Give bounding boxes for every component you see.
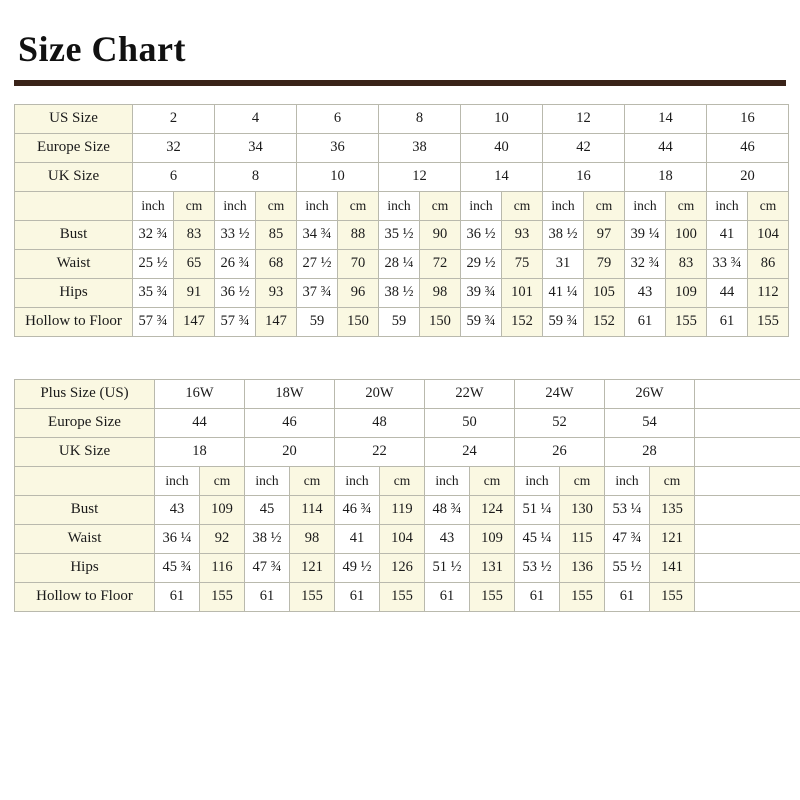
plus-bust-inch-4: 48 ¾ xyxy=(425,495,470,524)
cell-uk-size-3: 10 xyxy=(297,162,379,191)
plus-waist-filler xyxy=(695,524,800,553)
cell-eu-size-5: 40 xyxy=(461,133,543,162)
unit-cm-1: cm xyxy=(174,191,215,220)
plus-waist-cm-4: 109 xyxy=(470,524,515,553)
bust-inch-4: 35 ½ xyxy=(379,220,420,249)
plus-hips-cm-6: 141 xyxy=(650,553,695,582)
cell-plus-eu-2: 46 xyxy=(245,408,335,437)
table-row xyxy=(15,307,789,336)
row-label-plus-hollow-to-floor: Hollow to Floor xyxy=(15,582,155,611)
plus-waist-inch-3: 41 xyxy=(335,524,380,553)
plus-waist-cm-3: 104 xyxy=(380,524,425,553)
cell-plus-size-5: 24W xyxy=(515,379,605,408)
plus-size-chart xyxy=(14,379,786,612)
bust-cm-2: 85 xyxy=(256,220,297,249)
row-label-plus-uk-size: UK Size xyxy=(15,437,155,466)
cell-plus-uk-5: 26 xyxy=(515,437,605,466)
cell-uk-size-7: 18 xyxy=(625,162,707,191)
unit-inch-5: inch xyxy=(461,191,502,220)
unit-inch-4: inch xyxy=(379,191,420,220)
cell-us-size-8: 16 xyxy=(707,104,789,133)
plus-hips-inch-1: 45 ¾ xyxy=(155,553,200,582)
cell-uk-size-2: 8 xyxy=(215,162,297,191)
waist-cm-5: 75 xyxy=(502,249,543,278)
cell-us-size-3: 6 xyxy=(297,104,379,133)
plus-hollow-inch-6: 61 xyxy=(605,582,650,611)
plus-hips-cm-3: 126 xyxy=(380,553,425,582)
bust-inch-3: 34 ¾ xyxy=(297,220,338,249)
table-row xyxy=(15,524,800,553)
hollow-inch-4: 59 xyxy=(379,307,420,336)
unit-cm-3: cm xyxy=(338,191,379,220)
cell-plus-eu-filler xyxy=(695,408,800,437)
plus-hollow-inch-1: 61 xyxy=(155,582,200,611)
bust-cm-1: 83 xyxy=(174,220,215,249)
unit-inch-6: inch xyxy=(543,191,584,220)
waist-inch-8: 33 ¾ xyxy=(707,249,748,278)
bust-cm-4: 90 xyxy=(420,220,461,249)
plus-hips-inch-6: 55 ½ xyxy=(605,553,650,582)
cell-plus-eu-6: 54 xyxy=(605,408,695,437)
waist-cm-4: 72 xyxy=(420,249,461,278)
plus-hips-inch-3: 49 ½ xyxy=(335,553,380,582)
plus-hollow-cm-3: 155 xyxy=(380,582,425,611)
title-divider xyxy=(14,80,786,86)
plus-hips-filler xyxy=(695,553,800,582)
hips-cm-6: 105 xyxy=(584,278,625,307)
cell-plus-eu-3: 48 xyxy=(335,408,425,437)
plus-unit-inch-1: inch xyxy=(155,466,200,495)
plus-hollow-cm-5: 155 xyxy=(560,582,605,611)
plus-unit-cm-5: cm xyxy=(560,466,605,495)
hips-inch-4: 38 ½ xyxy=(379,278,420,307)
bust-inch-7: 39 ¼ xyxy=(625,220,666,249)
cell-us-size-6: 12 xyxy=(543,104,625,133)
bust-cm-7: 100 xyxy=(666,220,707,249)
hollow-inch-8: 61 xyxy=(707,307,748,336)
plus-waist-inch-6: 47 ¾ xyxy=(605,524,650,553)
plus-bust-cm-4: 124 xyxy=(470,495,515,524)
hollow-cm-7: 155 xyxy=(666,307,707,336)
waist-inch-3: 27 ½ xyxy=(297,249,338,278)
plus-waist-cm-1: 92 xyxy=(200,524,245,553)
hips-inch-2: 36 ½ xyxy=(215,278,256,307)
hips-inch-7: 43 xyxy=(625,278,666,307)
unit-cm-5: cm xyxy=(502,191,543,220)
hollow-inch-1: 57 ¾ xyxy=(133,307,174,336)
waist-inch-5: 29 ½ xyxy=(461,249,502,278)
plus-hips-cm-4: 131 xyxy=(470,553,515,582)
row-label-uk-size: UK Size xyxy=(15,162,133,191)
cell-plus-uk-6: 28 xyxy=(605,437,695,466)
cell-us-size-5: 10 xyxy=(461,104,543,133)
hips-cm-4: 98 xyxy=(420,278,461,307)
plus-bust-inch-5: 51 ¼ xyxy=(515,495,560,524)
cell-uk-size-8: 20 xyxy=(707,162,789,191)
bust-inch-8: 41 xyxy=(707,220,748,249)
cell-eu-size-2: 34 xyxy=(215,133,297,162)
plus-unit-cm-6: cm xyxy=(650,466,695,495)
cell-plus-size-6: 26W xyxy=(605,379,695,408)
plus-hollow-cm-2: 155 xyxy=(290,582,335,611)
cell-plus-size-1: 16W xyxy=(155,379,245,408)
cell-plus-size-2: 18W xyxy=(245,379,335,408)
row-label-hips: Hips xyxy=(15,278,133,307)
plus-waist-inch-1: 36 ¼ xyxy=(155,524,200,553)
cell-plus-size-filler xyxy=(695,379,800,408)
cell-plus-uk-filler xyxy=(695,437,800,466)
row-label-us-size: US Size xyxy=(15,104,133,133)
bust-cm-8: 104 xyxy=(748,220,789,249)
hollow-cm-3: 150 xyxy=(338,307,379,336)
unit-inch-8: inch xyxy=(707,191,748,220)
bust-inch-6: 38 ½ xyxy=(543,220,584,249)
hollow-cm-5: 152 xyxy=(502,307,543,336)
bust-inch-5: 36 ½ xyxy=(461,220,502,249)
row-label-units-blank xyxy=(15,191,133,220)
plus-bust-inch-6: 53 ¼ xyxy=(605,495,650,524)
plus-hollow-inch-4: 61 xyxy=(425,582,470,611)
cell-plus-eu-4: 50 xyxy=(425,408,515,437)
unit-inch-7: inch xyxy=(625,191,666,220)
plus-hollow-inch-5: 61 xyxy=(515,582,560,611)
plus-size-table xyxy=(14,379,800,612)
waist-cm-7: 83 xyxy=(666,249,707,278)
cell-uk-size-1: 6 xyxy=(133,162,215,191)
table-row xyxy=(15,249,789,278)
waist-inch-4: 28 ¼ xyxy=(379,249,420,278)
hollow-cm-1: 147 xyxy=(174,307,215,336)
table-row xyxy=(15,408,800,437)
plus-unit-cm-1: cm xyxy=(200,466,245,495)
plus-bust-cm-6: 135 xyxy=(650,495,695,524)
cell-eu-size-1: 32 xyxy=(133,133,215,162)
plus-unit-inch-5: inch xyxy=(515,466,560,495)
row-label-hollow-to-floor: Hollow to Floor xyxy=(15,307,133,336)
plus-bust-cm-3: 119 xyxy=(380,495,425,524)
hollow-inch-6: 59 ¾ xyxy=(543,307,584,336)
hips-inch-3: 37 ¾ xyxy=(297,278,338,307)
row-label-bust: Bust xyxy=(15,220,133,249)
plus-bust-inch-2: 45 xyxy=(245,495,290,524)
unit-cm-7: cm xyxy=(666,191,707,220)
plus-bust-inch-3: 46 ¾ xyxy=(335,495,380,524)
plus-hips-cm-1: 116 xyxy=(200,553,245,582)
waist-cm-2: 68 xyxy=(256,249,297,278)
hips-cm-2: 93 xyxy=(256,278,297,307)
plus-hollow-filler xyxy=(695,582,800,611)
waist-inch-7: 32 ¾ xyxy=(625,249,666,278)
row-label-plus-units-blank xyxy=(15,466,155,495)
cell-eu-size-8: 46 xyxy=(707,133,789,162)
plus-hips-inch-2: 47 ¾ xyxy=(245,553,290,582)
cell-plus-uk-4: 24 xyxy=(425,437,515,466)
standard-size-chart xyxy=(14,104,786,337)
waist-inch-1: 25 ½ xyxy=(133,249,174,278)
cell-plus-size-3: 20W xyxy=(335,379,425,408)
table-row xyxy=(15,104,789,133)
cell-plus-size-4: 22W xyxy=(425,379,515,408)
standard-size-table xyxy=(14,104,789,337)
row-label-europe-size: Europe Size xyxy=(15,133,133,162)
plus-waist-cm-6: 121 xyxy=(650,524,695,553)
plus-bust-cm-1: 109 xyxy=(200,495,245,524)
cell-eu-size-7: 44 xyxy=(625,133,707,162)
cell-plus-eu-1: 44 xyxy=(155,408,245,437)
plus-hollow-inch-3: 61 xyxy=(335,582,380,611)
hips-inch-6: 41 ¼ xyxy=(543,278,584,307)
waist-cm-1: 65 xyxy=(174,249,215,278)
hollow-cm-4: 150 xyxy=(420,307,461,336)
unit-cm-4: cm xyxy=(420,191,461,220)
page-title: Size Chart xyxy=(18,29,186,69)
cell-us-size-1: 2 xyxy=(133,104,215,133)
cell-plus-uk-2: 20 xyxy=(245,437,335,466)
waist-inch-2: 26 ¾ xyxy=(215,249,256,278)
hips-inch-5: 39 ¾ xyxy=(461,278,502,307)
table-row xyxy=(15,437,800,466)
row-label-plus-hips: Hips xyxy=(15,553,155,582)
row-label-plus-bust: Bust xyxy=(15,495,155,524)
plus-waist-inch-2: 38 ½ xyxy=(245,524,290,553)
row-label-plus-europe-size: Europe Size xyxy=(15,408,155,437)
table-row xyxy=(15,379,800,408)
hollow-inch-5: 59 ¾ xyxy=(461,307,502,336)
plus-bust-filler xyxy=(695,495,800,524)
plus-hollow-cm-1: 155 xyxy=(200,582,245,611)
table-row-units xyxy=(15,191,789,220)
cell-plus-uk-1: 18 xyxy=(155,437,245,466)
plus-unit-inch-2: inch xyxy=(245,466,290,495)
cell-eu-size-6: 42 xyxy=(543,133,625,162)
table-row xyxy=(15,220,789,249)
cell-us-size-2: 4 xyxy=(215,104,297,133)
plus-unit-cm-3: cm xyxy=(380,466,425,495)
plus-hips-cm-2: 121 xyxy=(290,553,335,582)
hips-cm-3: 96 xyxy=(338,278,379,307)
cell-us-size-4: 8 xyxy=(379,104,461,133)
hips-inch-1: 35 ¾ xyxy=(133,278,174,307)
waist-cm-6: 79 xyxy=(584,249,625,278)
hips-cm-5: 101 xyxy=(502,278,543,307)
cell-eu-size-4: 38 xyxy=(379,133,461,162)
unit-cm-6: cm xyxy=(584,191,625,220)
cell-eu-size-3: 36 xyxy=(297,133,379,162)
plus-unit-cm-4: cm xyxy=(470,466,515,495)
table-row xyxy=(15,133,789,162)
waist-cm-8: 86 xyxy=(748,249,789,278)
table-row xyxy=(15,582,800,611)
plus-hollow-cm-4: 155 xyxy=(470,582,515,611)
cell-uk-size-4: 12 xyxy=(379,162,461,191)
bust-inch-1: 32 ¾ xyxy=(133,220,174,249)
plus-unit-inch-3: inch xyxy=(335,466,380,495)
hips-inch-8: 44 xyxy=(707,278,748,307)
bust-cm-3: 88 xyxy=(338,220,379,249)
plus-hips-inch-4: 51 ½ xyxy=(425,553,470,582)
plus-waist-cm-2: 98 xyxy=(290,524,335,553)
chart-gap xyxy=(14,337,786,379)
plus-bust-cm-2: 114 xyxy=(290,495,335,524)
plus-waist-inch-4: 43 xyxy=(425,524,470,553)
hollow-inch-7: 61 xyxy=(625,307,666,336)
plus-hollow-inch-2: 61 xyxy=(245,582,290,611)
plus-hollow-cm-6: 155 xyxy=(650,582,695,611)
table-row xyxy=(15,162,789,191)
plus-unit-inch-4: inch xyxy=(425,466,470,495)
row-label-waist: Waist xyxy=(15,249,133,278)
unit-cm-2: cm xyxy=(256,191,297,220)
plus-bust-inch-1: 43 xyxy=(155,495,200,524)
plus-unit-cm-2: cm xyxy=(290,466,335,495)
hollow-inch-2: 57 ¾ xyxy=(215,307,256,336)
table-row xyxy=(15,278,789,307)
hollow-cm-6: 152 xyxy=(584,307,625,336)
hips-cm-7: 109 xyxy=(666,278,707,307)
cell-us-size-7: 14 xyxy=(625,104,707,133)
plus-hips-inch-5: 53 ½ xyxy=(515,553,560,582)
unit-inch-2: inch xyxy=(215,191,256,220)
row-label-plus-size-us: Plus Size (US) xyxy=(15,379,155,408)
plus-unit-filler xyxy=(695,466,800,495)
cell-uk-size-5: 14 xyxy=(461,162,543,191)
table-row xyxy=(15,495,800,524)
waist-inch-6: 31 xyxy=(543,249,584,278)
hollow-inch-3: 59 xyxy=(297,307,338,336)
bust-inch-2: 33 ½ xyxy=(215,220,256,249)
plus-unit-inch-6: inch xyxy=(605,466,650,495)
waist-cm-3: 70 xyxy=(338,249,379,278)
unit-inch-1: inch xyxy=(133,191,174,220)
bust-cm-6: 97 xyxy=(584,220,625,249)
plus-hips-cm-5: 136 xyxy=(560,553,605,582)
plus-bust-cm-5: 130 xyxy=(560,495,605,524)
table-row-units xyxy=(15,466,800,495)
unit-inch-3: inch xyxy=(297,191,338,220)
hollow-cm-8: 155 xyxy=(748,307,789,336)
hips-cm-1: 91 xyxy=(174,278,215,307)
cell-plus-eu-5: 52 xyxy=(515,408,605,437)
cell-plus-uk-3: 22 xyxy=(335,437,425,466)
hollow-cm-2: 147 xyxy=(256,307,297,336)
unit-cm-8: cm xyxy=(748,191,789,220)
cell-uk-size-6: 16 xyxy=(543,162,625,191)
plus-waist-cm-5: 115 xyxy=(560,524,605,553)
table-row xyxy=(15,553,800,582)
row-label-plus-waist: Waist xyxy=(15,524,155,553)
hips-cm-8: 112 xyxy=(748,278,789,307)
plus-waist-inch-5: 45 ¼ xyxy=(515,524,560,553)
bust-cm-5: 93 xyxy=(502,220,543,249)
